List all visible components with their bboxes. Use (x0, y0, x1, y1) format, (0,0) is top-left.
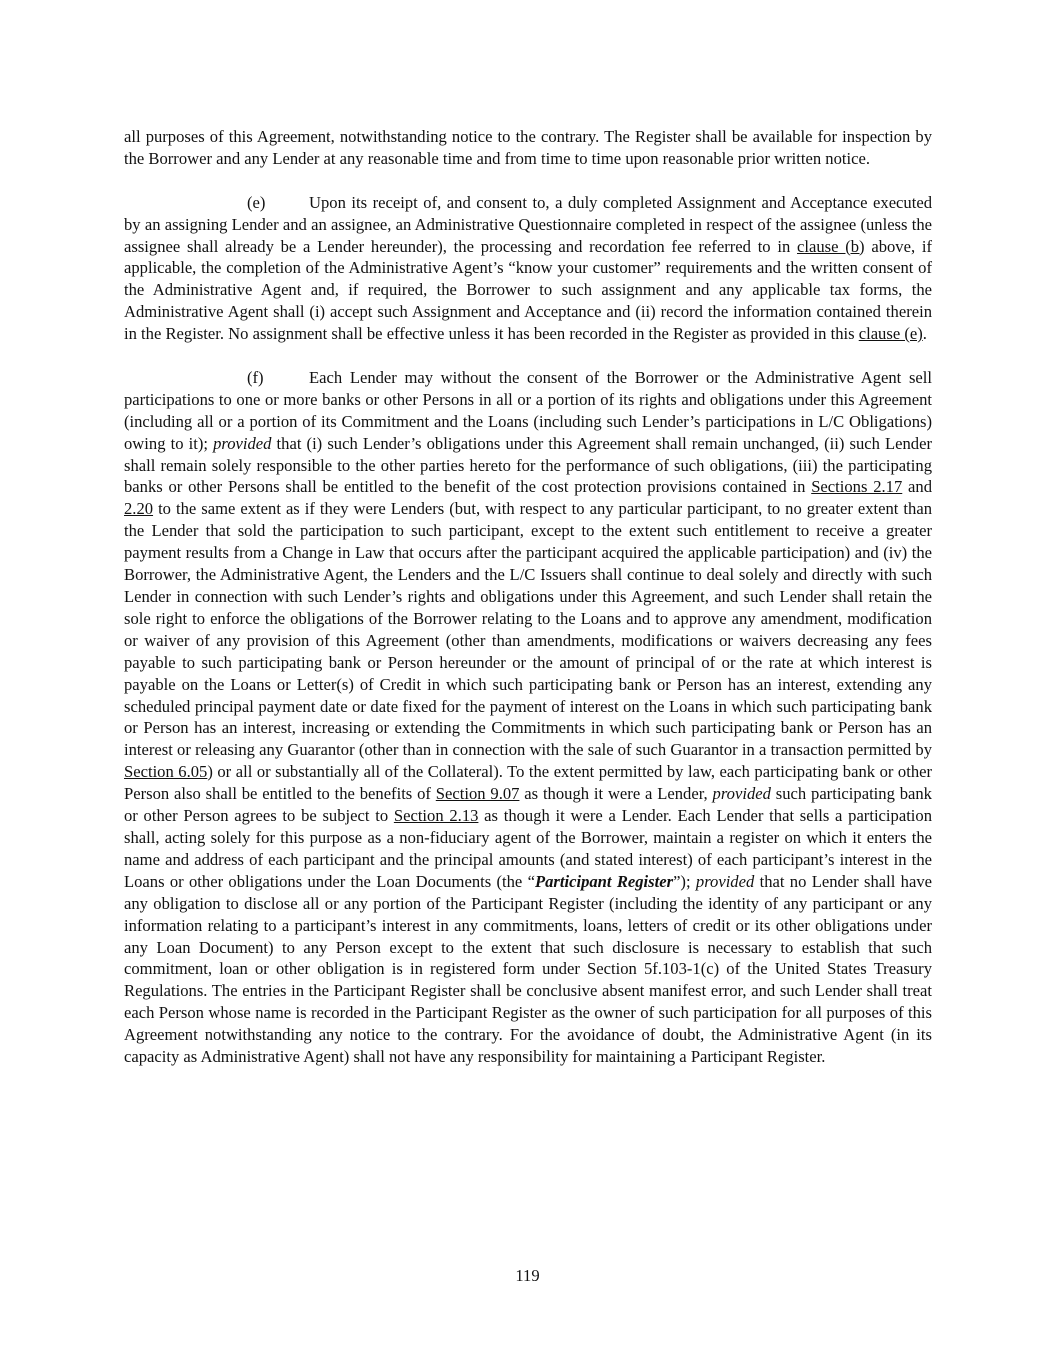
paragraph-d-continuation: all purposes of this Agreement, notwithstanding notice to the contrary. The Register shall be available for inspection by the Borrower and any Lender at any reasonable time and from time to time upon reasonable prior written notice. (124, 127, 932, 168)
clause-e-reference: clause (e) (858, 324, 923, 344)
clause-b-reference: clause (b) (797, 236, 865, 256)
provided-term: provided (712, 784, 771, 804)
section-9-07-reference: Section 9.07 (435, 784, 520, 804)
provided-term: provided (213, 433, 272, 453)
paragraph-f: (f) Each Lender may without the consent of the Borrower or the Administrative Agent sell participations to one or more banks or other Persons in all or a portion of its rights and obligations under this Agreement (including all or a portion of its Commitment and the Loans (including such Lender’s participations in L/C Obligations) owing to it); provided that (i) such Lender’s obligations under this Agreement shall remain unchanged, (ii) such Lender shall remain solely responsible to the other parties hereto for the performance of such obligations, (iii) the participating banks or other Persons shall be entitled to the benefit of the cost protection provisions contained in Sections 2.17 and 2.20 to the same extent as if they were Lenders (but, with respect to any particular participant, to no greater extent than the Lender that sold the participation to such participant, except to the extent such entitlement to receive a greater payment results from a Change in Law that occurs after the participant acquired the applicable participation) and (iv) the Borrower, the Administrative Agent, the Lenders and the L/C Issuers shall continue to deal solely and directly with such Lender in connection with such Lender’s rights and obligations under this Agreement, and such Lender shall retain the sole right to enforce the obligations of the Borrower relating to the Loans and to approve any amendment, modification or waiver of any provision of this Agreement (other than amendments, modifications or waivers decreasing any fees payable to such participating bank or Person hereunder or the amount of principal of or the rate at which interest is payable on the Loans or Letter(s) of Credit in which such participating bank or Person has an interest, extending any scheduled principal payment date or date fixed for the payment of interest on the Loans in which such participating bank or Person has an interest, increasing or extending the Commitments in which such participating bank or Person has an interest or releasing any Guarantor (other than in connection with the sale of such Guarantor in a transaction permitted by Section 6.05) or all or substantially all of the Collateral). To the extent permitted by law, each participating bank or other Person also shall be entitled to the benefits of Section 9.07 as though it were a Lender, provided such participating bank or other Person agrees to be subject to Section 2.13 as though it were a Lender. Each Lender that sells a participation shall, acting solely for this purpose as a non-fiduciary agent of the Borrower, maintain a register on which it enters the name and address of each participant and the principal amounts (and stated interest) of each participant’s interest in the Loans or other obligations under the Loan Documents (the “Participant Register”); provided that no Lender shall have any obligation to disclose all or any portion of the Participant Register (including the identity of any participant or any information relating to a participant’s interest in any commitments, loans, letters of credit or its other obligations under any Loan Document) to any Person except to the extent that such disclosure is necessary to establish that such commitment, loan or other obligation is in registered form under Section 5f.103-1(c) of the United States Treasury Regulations. The entries in the Participant Register shall be conclusive absent manifest error, and such Lender shall treat each Person whose name is recorded in the Participant Register as the owner of such participation for all purposes of this Agreement notwithstanding any notice to the contrary. For the avoidance of doubt, the Administrative Agent (in its capacity as Administrative Agent) shall not have any responsibility for maintaining a Participant Register. (124, 367, 933, 1067)
participant-register-defined-term: Participant Register (534, 871, 674, 891)
paragraph-e: (e) Upon its receipt of, and consent to, a duly completed Assignment and Acceptance executed by an assigning Lender and an assignee, an Administrative Questionnaire completed in respect of the assignee (unless the assignee shall already be a Lender hereunder), the processing and recordation fee referred to in clause (b) above, if applicable, the completion of the Administrative Agent’s “know your customer” requirements and the written consent of the Administrative Agent and, if required, the Borrower to such assignment and any applicable tax forms, the Administrative Agent shall (i) accept such Assignment and Acceptance and (ii) record the information contained therein in the Register. No assignment shall be effective unless it has been recorded in the Register as provided in this clause (e). (124, 192, 932, 344)
section-6-05-reference: Section 6.05 (124, 762, 208, 782)
section-2-13-reference: Section 2.13 (393, 806, 479, 826)
sections-2-17-reference: Sections 2.17 (811, 477, 903, 497)
paragraph-f-label: (f) (247, 367, 264, 387)
page-number: 119 (515, 1266, 540, 1285)
section-2-20-reference: 2.20 (124, 499, 154, 519)
document-body (124, 126, 932, 1090)
paragraph-e-label: (e) (247, 192, 266, 212)
provided-term: provided (695, 871, 755, 891)
